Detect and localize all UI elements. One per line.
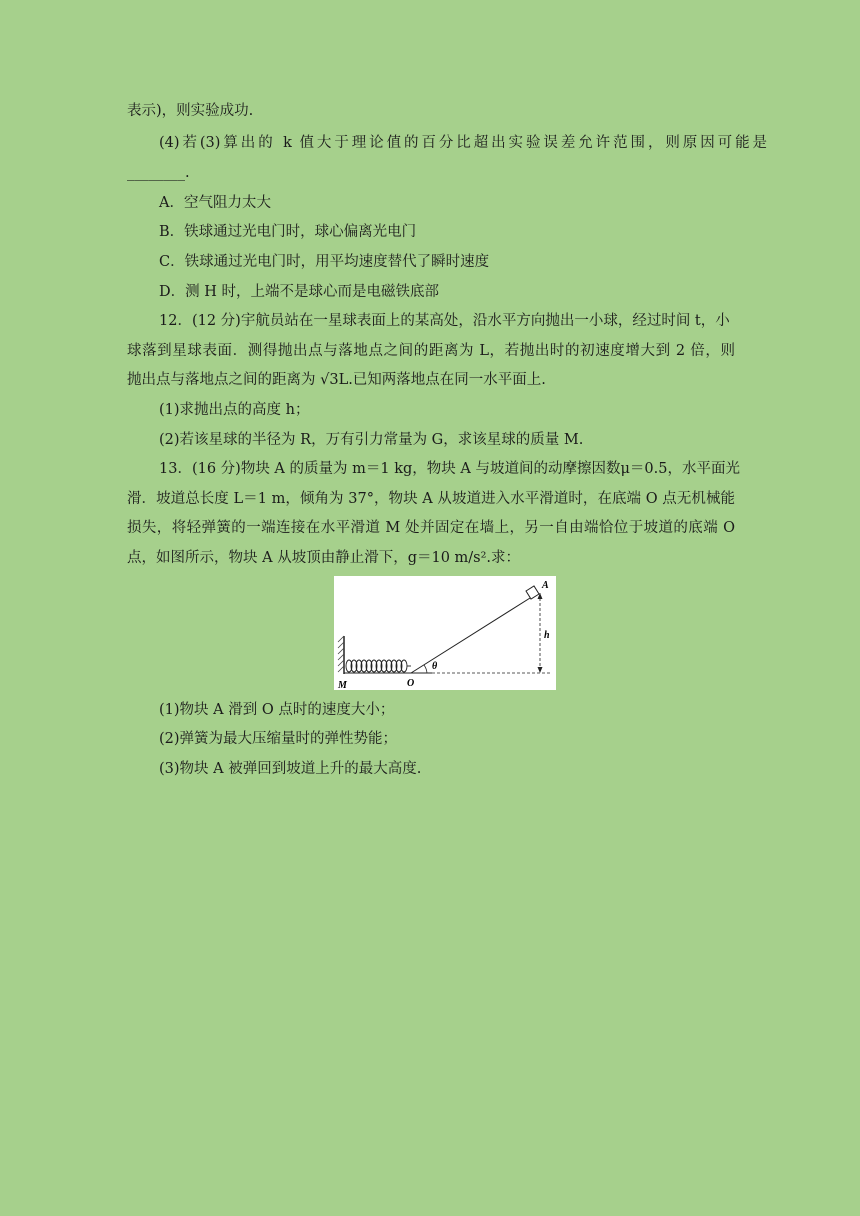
option-a: A．空气阻力太大 (159, 195, 271, 211)
slope-spring-figure (334, 576, 556, 690)
block-a (526, 586, 539, 599)
spring (346, 660, 411, 672)
label-o: O (407, 678, 415, 689)
label-a: A (542, 580, 549, 591)
question-12-line: 球落到星球表面．测得抛出点与落地点之间的距离为 L，若抛出时的初速度增大到 2 倍，则 (127, 343, 735, 359)
question-13-part-3: (3)物块 A 被弹回到坡道上升的最大高度. (159, 761, 422, 777)
option-d: D．测 H 时，上端不是球心而是电磁铁底部 (159, 284, 439, 300)
question-12-line: 抛出点与落地点之间的距离为 √3L.已知两落地点在同一水平面上. (127, 372, 546, 388)
label-m: M (338, 680, 347, 690)
incline-line (411, 593, 538, 673)
question-12-part-2: (2)若该星球的半径为 R，万有引力常量为 G，求该星球的质量 M. (159, 432, 584, 448)
label-h: h (544, 630, 550, 641)
label-theta: θ (432, 661, 438, 672)
text-line: (4)若(3)算出的 k 值大于理论值的百分比超出实验误差允许范围，则原因可能是 (159, 135, 767, 151)
text-line: ________. (127, 165, 190, 181)
question-13-line: 滑．坡道总长度 L＝1 m，倾角为 37°，物块 A 从坡道进入水平滑道时，在底端 O 点无机械能 (127, 491, 735, 507)
question-13-line: 点，如图所示，物块 A 从坡顶由静止滑下，g＝10 m/s².求： (127, 550, 521, 566)
question-13-line: 损失，将轻弹簧的一端连接在水平滑道 M 处并固定在墙上，另一自由端恰位于坡道的底端 O (127, 520, 735, 536)
question-13-part-1: (1)物块 A 滑到 O 点时的速度大小； (159, 702, 395, 718)
question-12-part-1: (1)求抛出点的高度 h； (159, 402, 310, 418)
question-13-part-2: (2)弹簧为最大压缩量时的弹性势能； (159, 731, 398, 747)
option-b: B．铁球通过光电门时，球心偏离光电门 (159, 224, 417, 240)
height-arrow-bottom (538, 667, 543, 673)
question-12-line: 12．(12 分)宇航员站在一星球表面上的某高处，沿水平方向抛出一小球，经过时间 t，小 (159, 313, 730, 329)
option-c: C．铁球通过光电门时，用平均速度替代了瞬时速度 (159, 254, 490, 270)
text-line: 表示)，则实验成功. (127, 103, 254, 119)
wall-hatching (338, 636, 344, 672)
angle-arc (424, 665, 427, 673)
question-13-line: 13．(16 分)物块 A 的质量为 m＝1 kg，物块 A 与坡道间的动摩擦因数μ＝0.5，水平面光 (159, 461, 740, 477)
